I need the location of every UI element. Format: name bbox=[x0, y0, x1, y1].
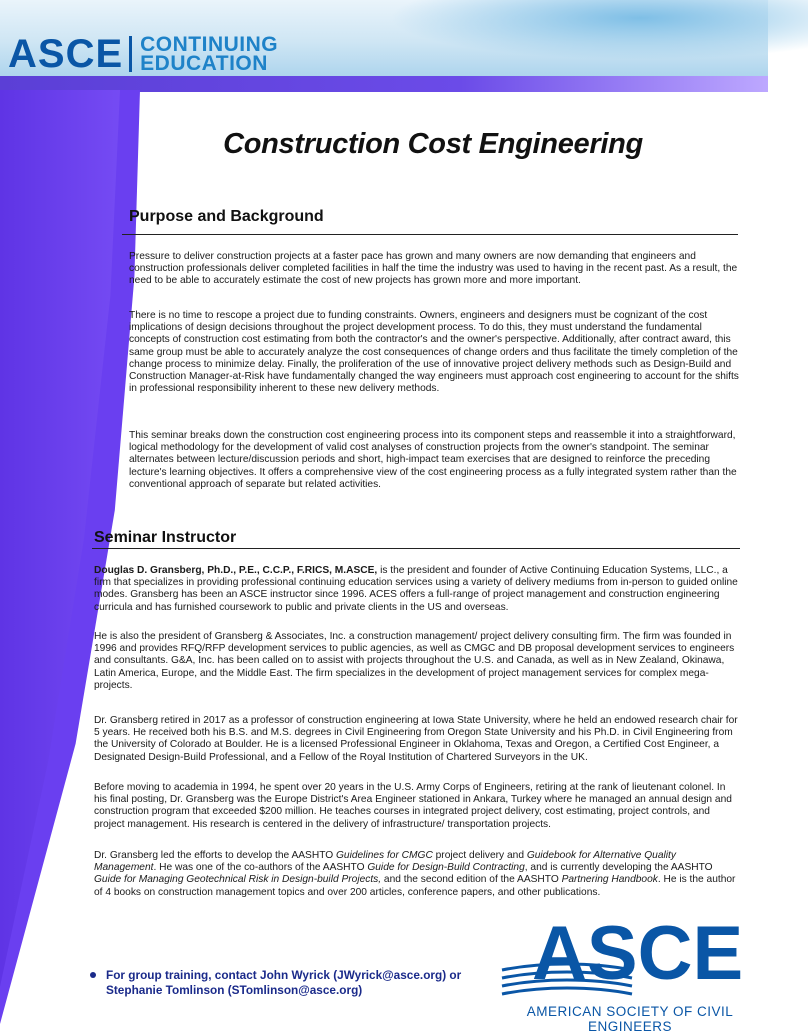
instructor-name: Douglas D. Gransberg, Ph.D., P.E., C.C.P., F.RICS, M.ASCE, bbox=[94, 565, 378, 576]
p5-text-b: project delivery and bbox=[432, 850, 527, 861]
header-swoosh bbox=[0, 76, 768, 92]
page-title: Construction Cost Engineering bbox=[223, 128, 643, 160]
p5-text-f: . He is the author of 4 books on construction management topics and over 200 articles, conference papers, and other publications. bbox=[94, 874, 736, 898]
header-band bbox=[0, 0, 768, 92]
asce-logo[interactable] bbox=[502, 911, 758, 1034]
instructor-heading: Seminar Instructor bbox=[94, 529, 237, 546]
instructor-paragraph-3: Dr. Gransberg retired in 2017 as a professor of construction engineering at Iowa State University, where he held an endowed research chair for 5 years. He received both his B.S. and M.S. degrees in Civil Engineering from Oregon State University and his Ph.D. in Civil Engineering from the University of Colorado at Boulder. He is a licensed Professional Engineer in Oklahoma, Texas and Oregon, a Certified Cost Engineer, a Designated Design-Build Professional, and a Fellow of the Royal Institution of Chartered Surveyors in the UK. bbox=[94, 715, 738, 763]
instructor-paragraph-5 bbox=[94, 850, 738, 899]
p5-title-geotechnical: Guide for Managing Geotechnical Risk in Design-build Projects, bbox=[94, 874, 382, 886]
instructor-rule bbox=[92, 548, 740, 549]
purpose-paragraph-2: There is no time to rescope a project due to funding constraints. Owners, engineers and designers must be cognizant of the cost implications of design decisions throughout the project development process. To do this, they must understand the fundamental concepts of construction cost estimating from both the contractor's and the owner's perspective. Additionally, after contract award, this same group must be able to accurately analyze the cost consequences of change orders and thus facilitate the timely completion of the change process to minimize delay. Finally, the proliferation of the use of innovative project delivery methods such as Design-Build and Construction Manager-at-Risk have fundamentally changed the way engineers must approach cost engineering to account for the shifts in professional responsibility inherent to these new delivery methods. bbox=[129, 310, 739, 395]
logo-asce-text: ASCE bbox=[8, 32, 124, 76]
contact-line-1[interactable]: For group training, contact John Wyrick (JWyrick@asce.org) or bbox=[106, 968, 462, 982]
contact-line-2[interactable]: Stephanie Tomlinson (STomlinson@asce.org) bbox=[106, 983, 363, 997]
p5-text-a: Dr. Gransberg led the efforts to develop the AASHTO bbox=[94, 850, 336, 861]
p5-title-quality: Guidebook for Alternative Quality Management bbox=[94, 850, 676, 874]
instructor-paragraph-4: Before moving to academia in 1994, he spent over 20 years in the U.S. Army Corps of Engineers, retiring at the rank of lieutenant colonel. In his final posting, Dr. Gransberg was the Europe District's Area Engineer stationed in Ankara, Turkey where he managed an annual design and construction program that exceeded $200 million. He teaches courses in integrated project delivery, cost estimating, project controls, and project management. His research is centered in the delivery of infrastructure/ transportation projects. bbox=[94, 782, 732, 830]
p5-text-e: and the second edition of the AASHTO bbox=[381, 874, 562, 886]
p5-text-c: . He was one of the co-authors of the AASHTO bbox=[153, 862, 368, 874]
purpose-paragraph-1: Pressure to deliver construction projects at a faster pace has grown and many owners are now demanding that engineers and construction professionals deliver completed facilities in half the time the industry was used to having in the recent past. As a result, the need to be able to accurately estimate the cost of new projects has grown more and more important. bbox=[129, 251, 738, 287]
p5-title-design-build: Guide for Design-Build Contracting bbox=[367, 862, 525, 874]
purpose-rule bbox=[122, 234, 738, 235]
p5-title-cmgc: Guidelines for CMGC bbox=[336, 850, 433, 861]
p5-text-d: , and is currently developing the AASHTO bbox=[524, 862, 713, 874]
asce-logo-text: ASCE bbox=[532, 911, 744, 996]
logo-line-2: EDUCATION bbox=[140, 52, 268, 75]
header-decoration bbox=[388, 0, 808, 60]
instructor-paragraph-1 bbox=[94, 565, 738, 614]
purpose-paragraph-3: This seminar breaks down the construction cost engineering process into its component steps and reassemble it into a straightforward, logical methodology for the development of valid cost analyses of construction projects from the owner's standpoint. The seminar alternates between lecture/discussion periods and short, high-impact team exercises that are designed to reinforce the preceding lecture's learning objectives. It offers a comprehensive view of the cost engineering process as a fully integrated system rather than the conventional approach of separate but related activities. bbox=[129, 430, 737, 490]
logo-line-1: CONTINUING bbox=[140, 32, 279, 56]
asce-continuing-education-logo[interactable] bbox=[8, 34, 278, 74]
logo-divider bbox=[129, 36, 132, 72]
logo-continuing-education bbox=[140, 32, 279, 75]
footer-contact bbox=[88, 968, 508, 998]
purpose-heading: Purpose and Background bbox=[129, 208, 324, 225]
p5-title-partnering: Partnering Handbook bbox=[561, 874, 658, 886]
instructor-paragraph-2: He is also the president of Gransberg & Associates, Inc. a construction management/ project delivery consulting firm. The firm was founded in 1996 and provides RFQ/RFP development services to public agencies, as well as CMGC and DB proposal development services to engineers and consultants. G&A, Inc. has been called on to assist with projects throughout the U.S. and Canada, as well as in New Zealand, Okinawa, Latin America, Europe, and the Middle East. The firm specializes in the development of project management services for complex mega-projects. bbox=[94, 631, 735, 691]
instructor-p1-text: is the president and founder of Active Continuing Education Systems, LLC., a firm that specializes in providing professional continuing education services using a variety of delivery mediums from in-person to guided online modes. Gransberg has been an ASCE instructor since 1996. ACES offers a full-range of project management and construction engineering curricula and has furnished coursework to public and private clients in the US and overseas. bbox=[94, 565, 738, 613]
asce-logo-subtitle: AMERICAN SOCIETY OF CIVIL ENGINEERS bbox=[526, 1004, 734, 1034]
